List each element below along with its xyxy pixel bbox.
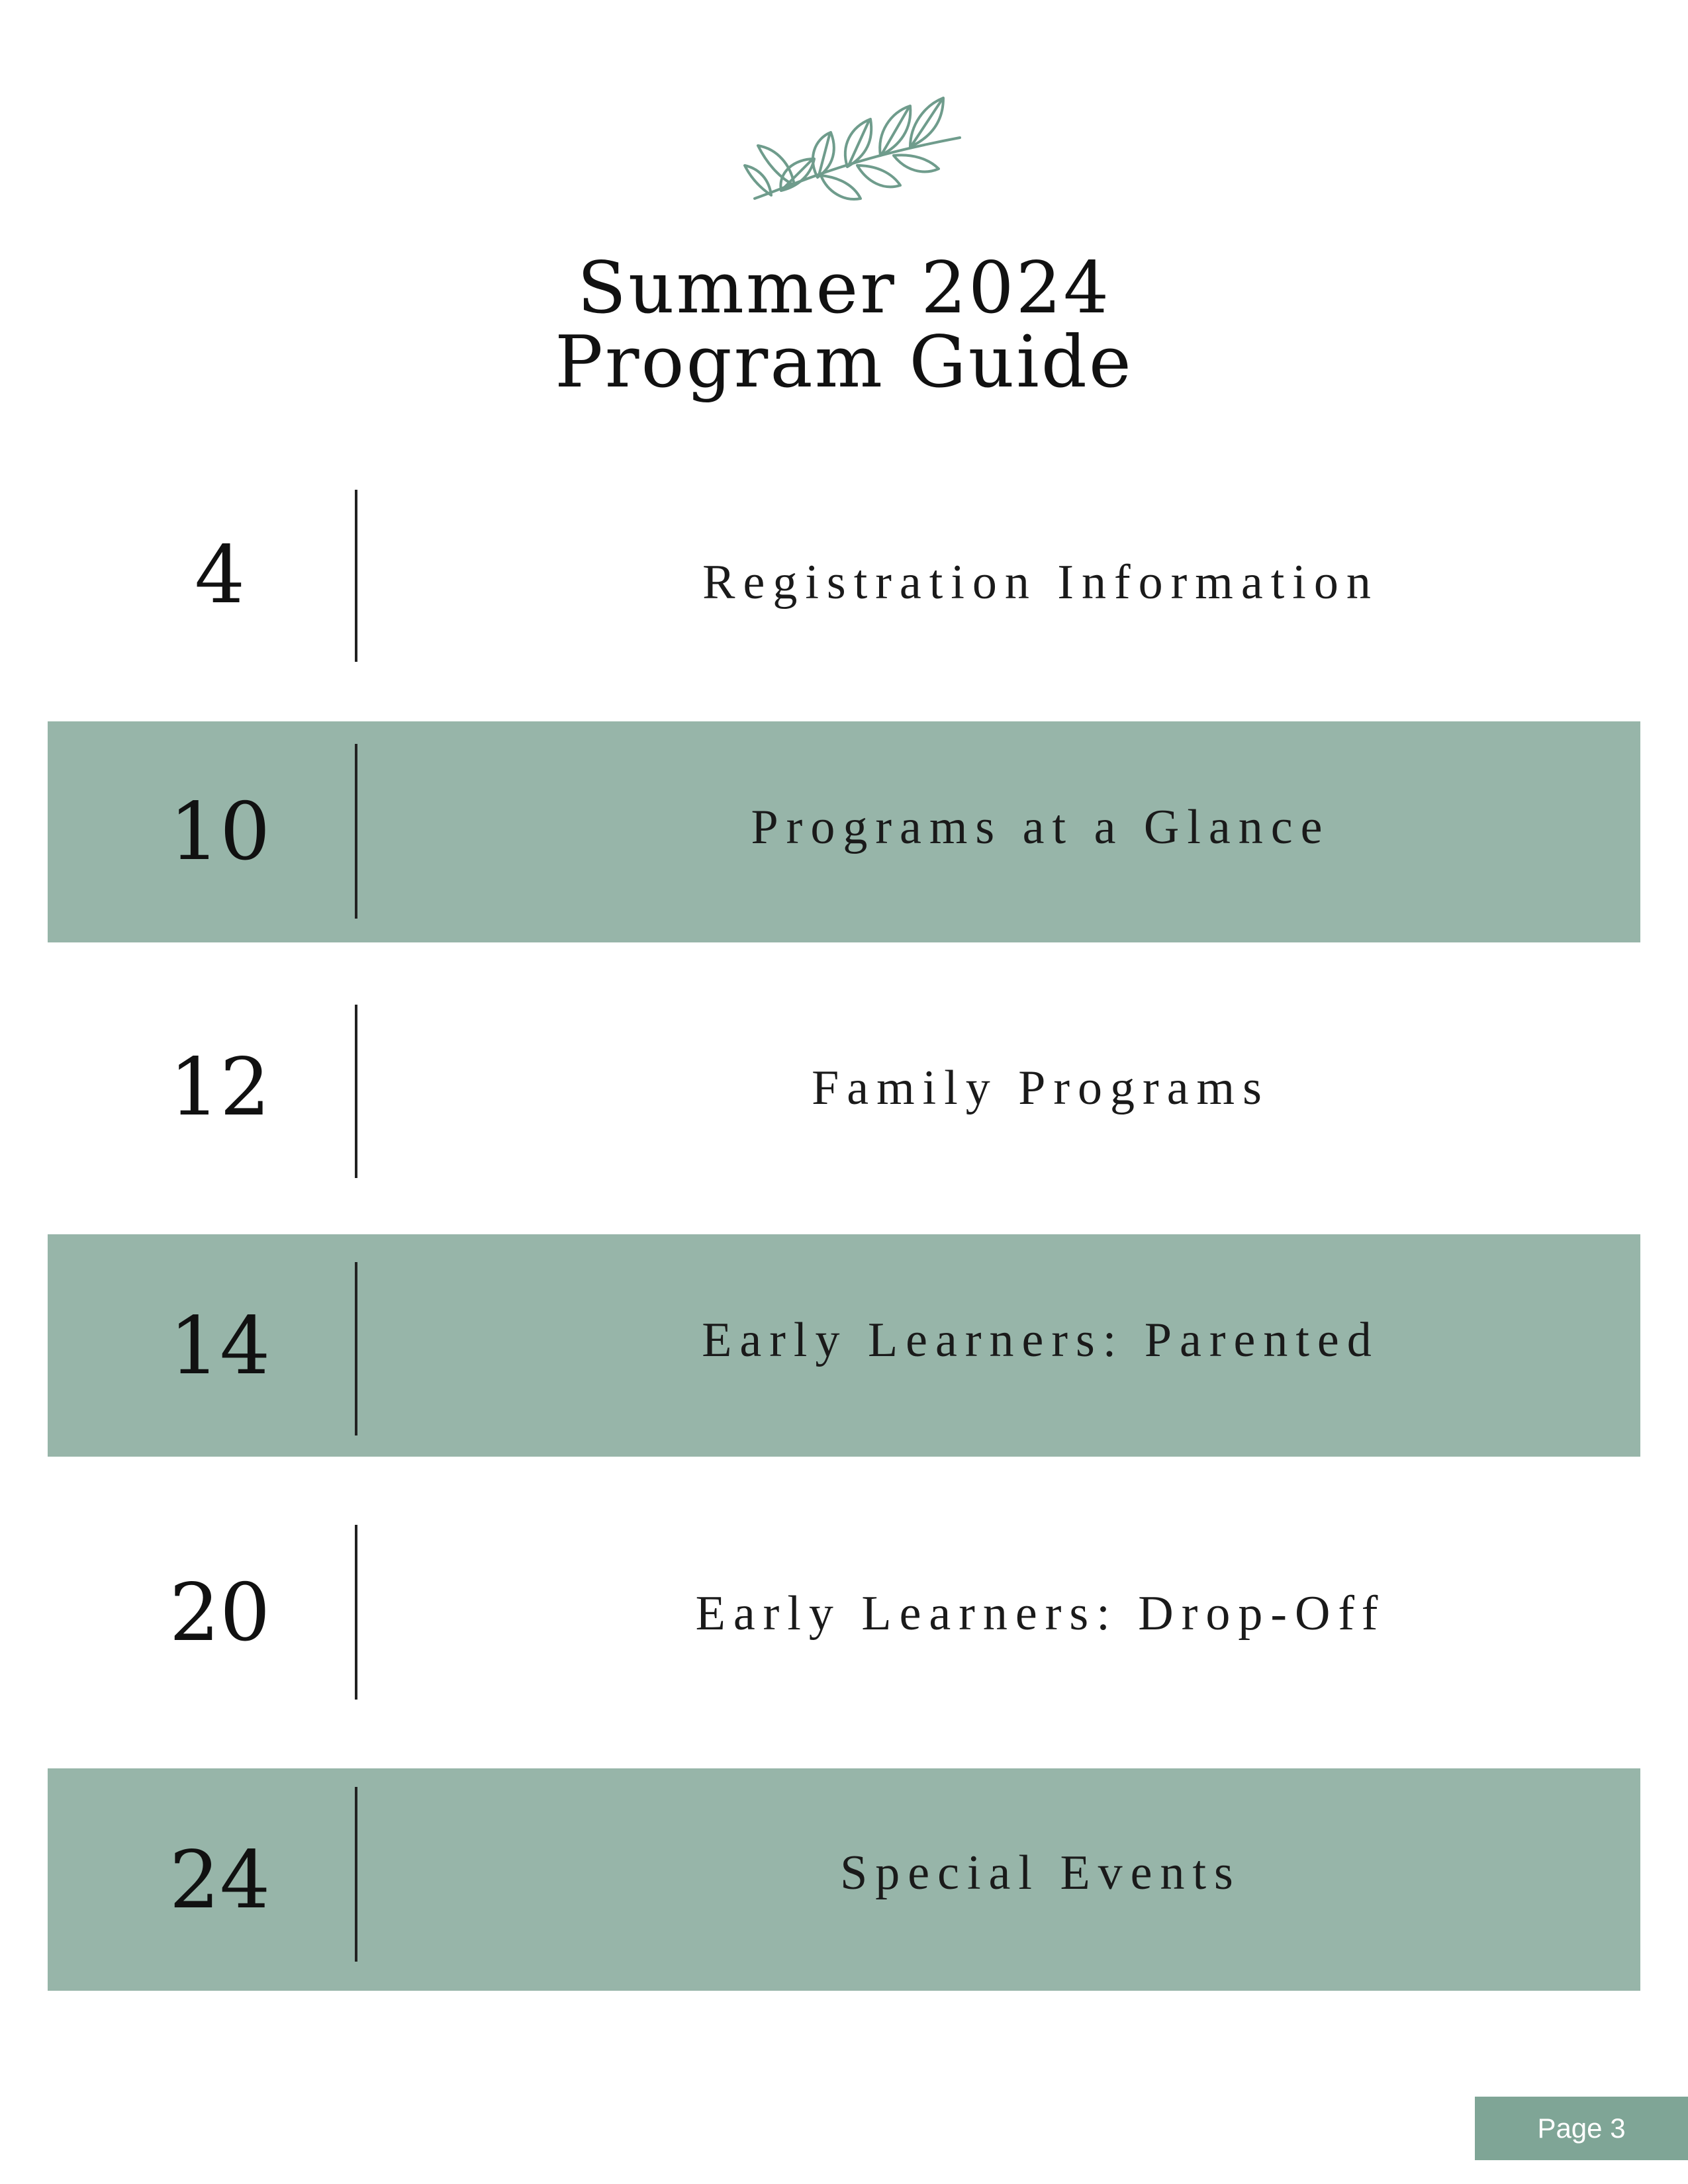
toc-divider <box>355 1525 357 1700</box>
toc-label: Early Learners: Parented <box>702 1313 1380 1367</box>
toc-page-number: 10 <box>169 786 271 878</box>
toc-label: Registration Information <box>702 555 1379 610</box>
toc-page-number: 24 <box>169 1835 271 1927</box>
toc-row[interactable] <box>48 490 1640 662</box>
toc-page-number: 14 <box>169 1300 271 1392</box>
page-number-badge: Page 3 <box>1475 2097 1688 2160</box>
toc-divider <box>355 1005 357 1178</box>
toc-page-number: 12 <box>169 1042 271 1134</box>
toc-label: Family Programs <box>812 1061 1270 1115</box>
toc-label: Programs at a Glance <box>751 800 1331 854</box>
toc-divider <box>355 1262 357 1435</box>
toc-page-number: 20 <box>169 1567 271 1659</box>
toc-row[interactable] <box>48 1525 1640 1700</box>
toc-row[interactable] <box>48 721 1640 942</box>
toc-label: Early Learners: Drop-Off <box>695 1586 1386 1641</box>
title-line-2: Program Guide <box>555 321 1133 404</box>
toc-row[interactable] <box>48 1005 1640 1178</box>
title-line-1: Summer 2024 <box>577 247 1111 330</box>
toc-row[interactable] <box>48 1234 1640 1457</box>
toc-row[interactable] <box>48 1768 1640 1991</box>
toc-page-number: 4 <box>194 529 246 621</box>
toc-label: Special Events <box>840 1846 1241 1900</box>
toc-divider <box>355 744 357 919</box>
toc-divider <box>355 490 357 662</box>
toc-divider <box>355 1787 357 1962</box>
